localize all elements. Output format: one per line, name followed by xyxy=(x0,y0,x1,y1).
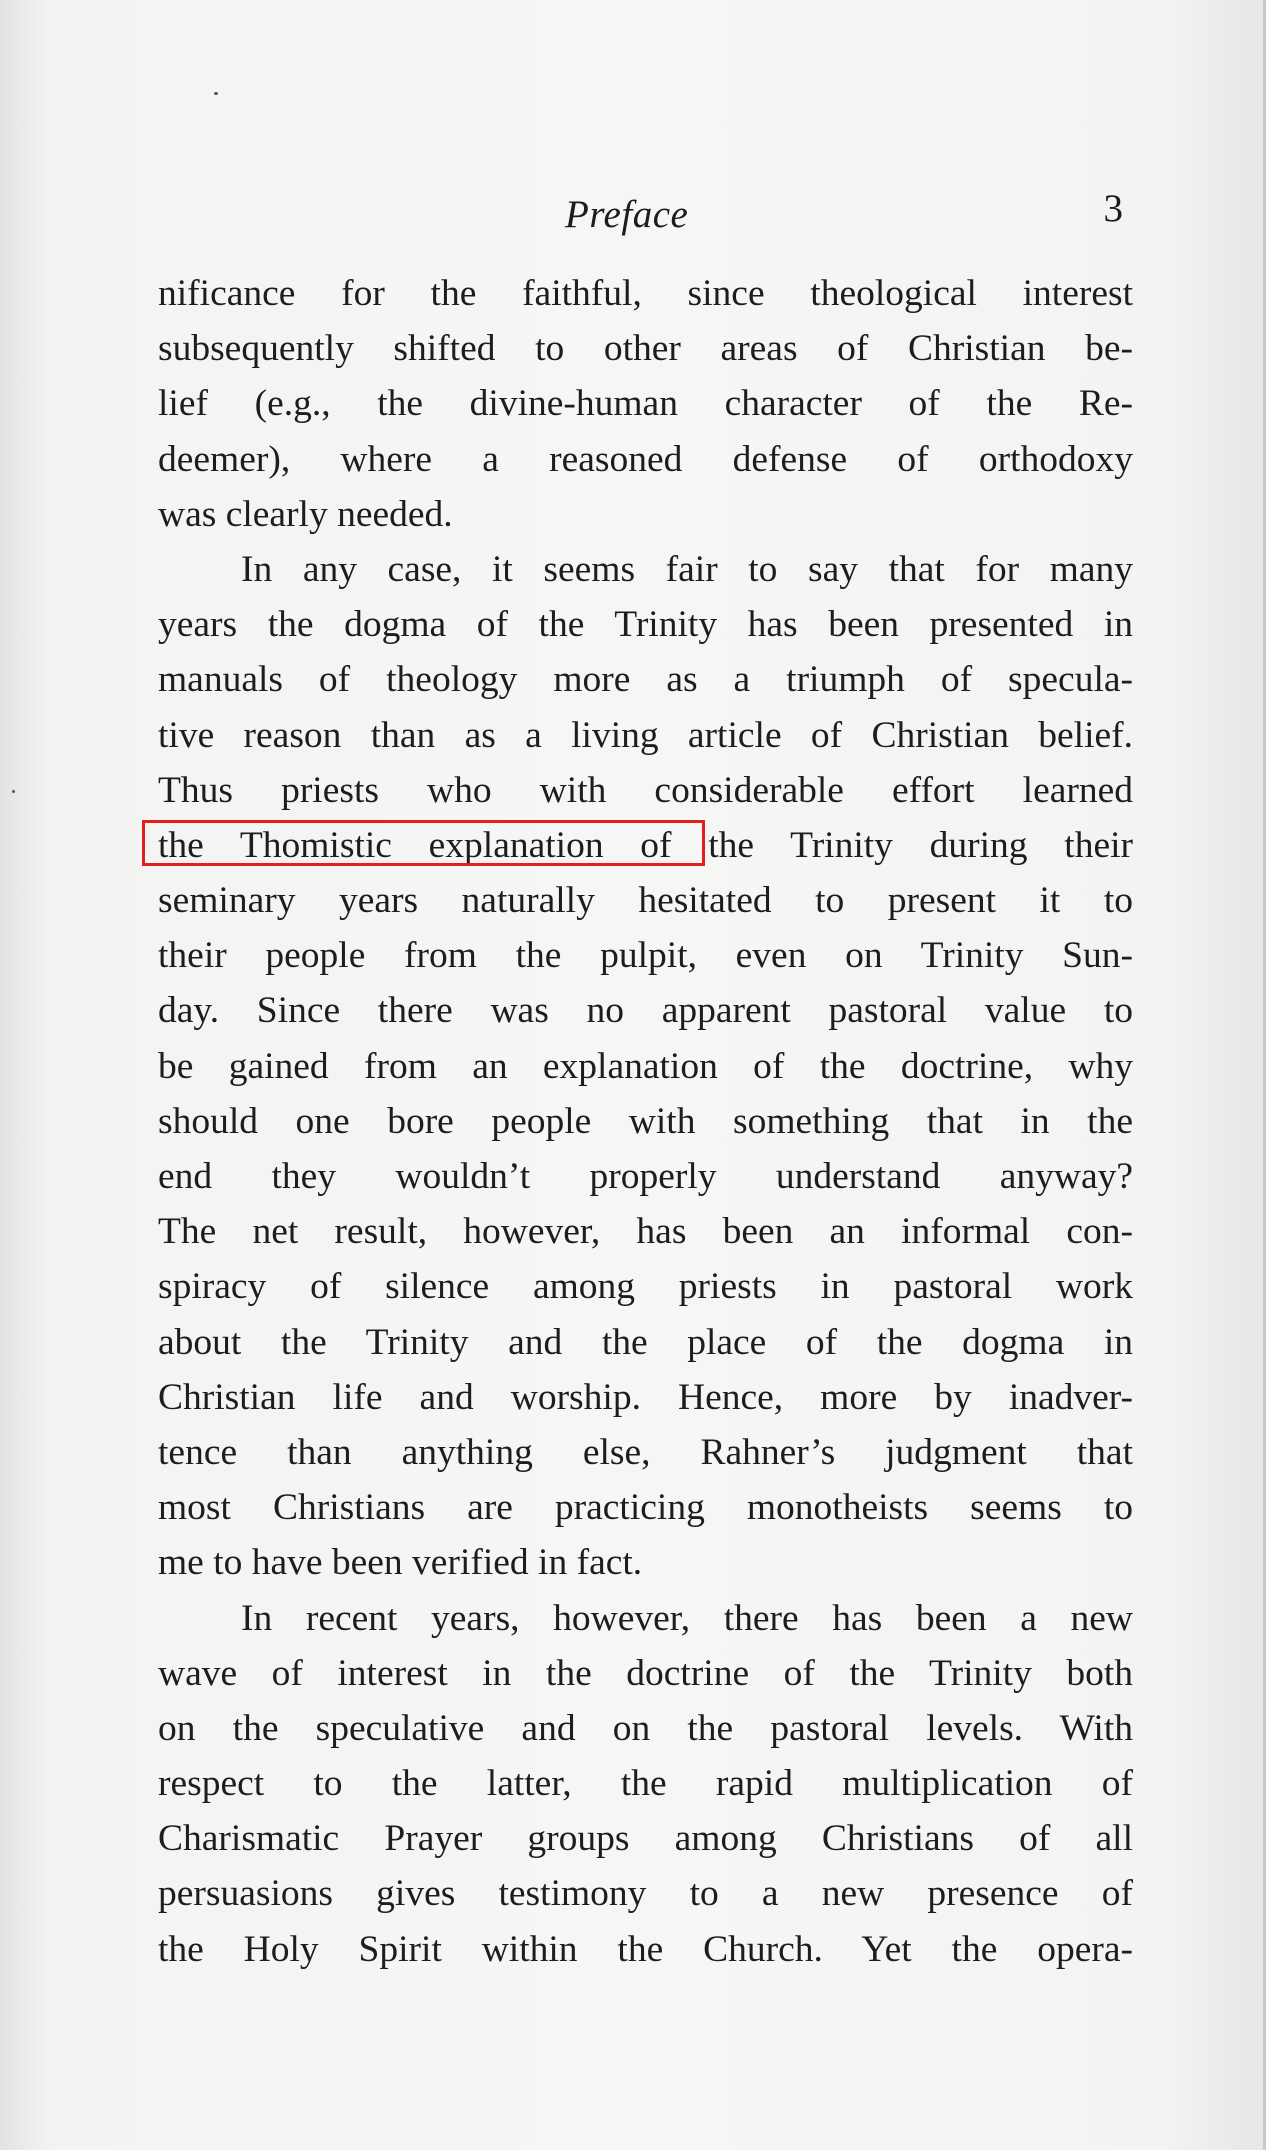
text-line: tive reason than as a living article of Christian belief. xyxy=(158,714,1133,756)
paragraph xyxy=(158,542,1133,1591)
text-line: manuals of theology more as a triumph of specula- xyxy=(158,659,1133,701)
text-line: the Holy Spirit within the Church. Yet the opera- xyxy=(158,1928,1133,1970)
text-line: In any case, it seems fair to say that for many xyxy=(241,548,1133,590)
running-head: Preface xyxy=(565,193,689,236)
text-line: years the dogma of the Trinity has been presented in xyxy=(158,604,1133,646)
text-line: Thus priests who with considerable effort learned xyxy=(158,769,1133,811)
text-line: nificance for the faithful, since theological interest xyxy=(158,273,1133,314)
body-text xyxy=(158,266,1133,1977)
text-line: spiracy of silence among priests in pastoral work xyxy=(158,1266,1133,1308)
text-line: Christian life and worship. Hence, more by inadver- xyxy=(158,1376,1133,1418)
text-line: most Christians are practicing monotheists seems to xyxy=(158,1487,1133,1529)
paragraph xyxy=(158,1591,1133,1977)
text-line: end they wouldn’t properly understand anyway? xyxy=(158,1156,1133,1197)
text-line: persuasions gives testimony to a new presence of xyxy=(158,1873,1133,1915)
paper-speck xyxy=(12,790,15,793)
page-header xyxy=(155,180,1135,240)
text-line: was clearly needed. xyxy=(158,493,453,535)
text-line: about the Trinity and the place of the dogma in xyxy=(158,1321,1133,1363)
text-line: me to have been verified in fact. xyxy=(158,1542,643,1584)
text-line: seminary years naturally hesitated to present it to xyxy=(158,880,1133,922)
text-line: tence than anything else, Rahner’s judgment that xyxy=(158,1431,1133,1473)
text-line: deemer), where a reasoned defense of orthodoxy xyxy=(158,438,1133,480)
paper-speck xyxy=(214,92,218,95)
text-line: their people from the pulpit, even on Trinity Sun- xyxy=(158,935,1133,977)
text-line: on the speculative and on the pastoral levels. With xyxy=(158,1707,1133,1749)
text-line: respect to the latter, the rapid multiplication of xyxy=(158,1763,1133,1805)
text-line: In recent years, however, there has been a new xyxy=(241,1597,1133,1639)
text-line: should one bore people with something that in the xyxy=(158,1100,1133,1142)
text-line: day. Since there was no apparent pastoral value to xyxy=(158,990,1133,1032)
text-line: be gained from an explanation of the doctrine, why xyxy=(158,1045,1133,1087)
page-number: 3 xyxy=(1103,187,1123,230)
text-line: subsequently shifted to other areas of Christian be- xyxy=(158,328,1133,370)
text-line: wave of interest in the doctrine of the Trinity both xyxy=(158,1652,1133,1694)
text-line: Charismatic Prayer groups among Christians of all xyxy=(158,1818,1133,1860)
text-line: The net result, however, has been an informal con- xyxy=(158,1211,1133,1253)
text-line: lief (e.g., the divine-human character of the Re- xyxy=(158,383,1133,425)
paragraph xyxy=(158,266,1133,542)
text-line-highlighted: the Thomistic explanation of the Trinity during their xyxy=(158,824,1133,866)
